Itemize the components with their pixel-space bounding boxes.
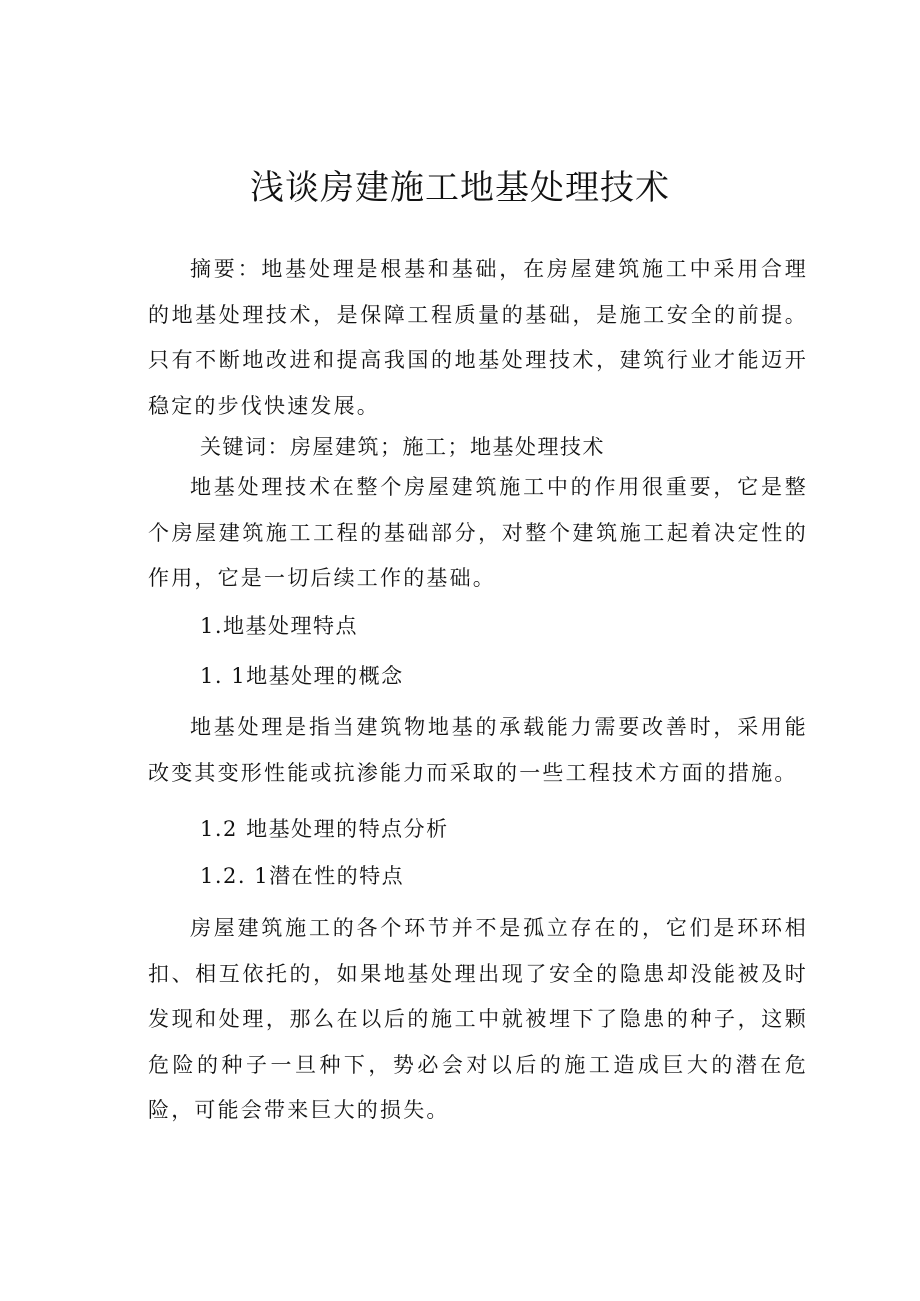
document-title: 浅谈房建施工地基处理技术: [250, 168, 670, 208]
keywords-line: 关键词：房屋建筑；施工；地基处理技术: [200, 435, 605, 459]
section-heading-1-1: 1. 1地基处理的概念: [200, 664, 404, 688]
section-heading-1-2-1: 1.2. 1潜在性的特点: [200, 864, 405, 888]
paragraph-1-1: 地基处理是指当建筑物地基的承载能力需要改善时，采用能改变其变形性能或抗渗能力而采取的一些工程技术方面的措施。: [148, 715, 808, 785]
section-heading-1-2: 1.2 地基处理的特点分析: [200, 817, 449, 841]
paragraph-1-2-1: 房屋建筑施工的各个环节并不是孤立存在的，它们是环环相扣、相互依托的，如果地基处理出现了安全的隐患却没能被及时发现和处理，那么在以后的施工中就被埋下了隐患的种子，这颗危险的种子一旦种下，势必会对以后的施工造成巨大的潜在危险，可能会带来巨大的损失。: [148, 916, 808, 1122]
section-heading-1: 1.地基处理特点: [200, 614, 359, 638]
intro-paragraph: 地基处理技术在整个房屋建筑施工中的作用很重要，它是整个房屋建筑施工工程的基础部分，对整个建筑施工起着决定性的作用，它是一切后续工作的基础。: [148, 475, 808, 590]
abstract-paragraph: 摘要：地基处理是根基和基础，在房屋建筑施工中采用合理的地基处理技术，是保障工程质量的基础，是施工安全的前提。只有不断地改进和提高我国的地基处理技术，建筑行业才能迈开稳定的步伐快速发展。: [148, 257, 808, 418]
